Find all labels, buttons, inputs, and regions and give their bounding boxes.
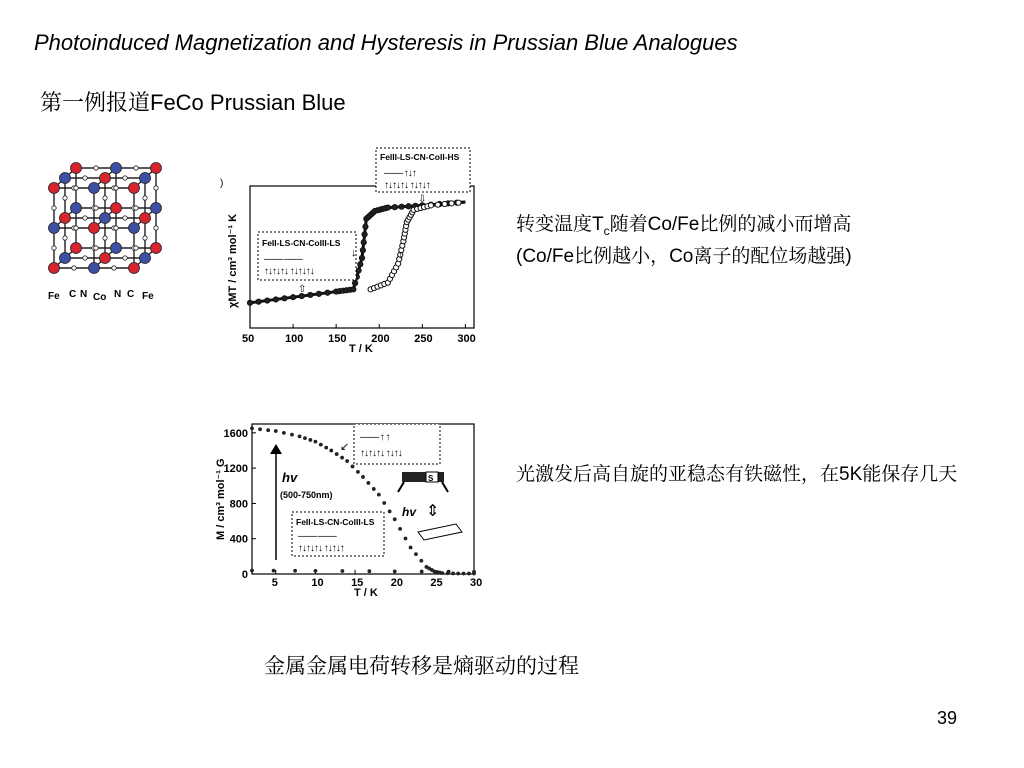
x-tick-label: 15 <box>351 577 364 589</box>
cn-node <box>154 226 158 230</box>
cn-node <box>94 166 98 170</box>
figure-top-xlabel: T / K <box>349 343 373 355</box>
data-point <box>316 291 321 296</box>
data-point <box>440 571 444 575</box>
x-tick-label: 100 <box>285 333 304 345</box>
note-tc-trend <box>516 212 986 270</box>
cn-node <box>94 206 98 210</box>
data-point <box>361 475 365 479</box>
figure-top-inset-high-pointer: ⇩ <box>418 194 427 205</box>
cn-node <box>114 186 118 190</box>
data-point <box>351 465 355 469</box>
figure-bottom-hv-label: hv <box>282 470 298 485</box>
data-point <box>282 431 286 435</box>
x-tick-label: 250 <box>414 333 433 345</box>
cn-node <box>123 256 127 260</box>
co-atom <box>89 263 100 274</box>
data-point <box>324 446 328 450</box>
cn-node <box>52 246 56 250</box>
data-point <box>258 427 262 431</box>
co-atom <box>111 163 122 174</box>
cn-node <box>63 236 67 240</box>
note-metastable-ferromagnet: 光激发后高自旋的亚稳态有铁磁性，在5K能保存几天 <box>516 464 958 485</box>
figure-top-arrow-up: ↑ <box>398 249 404 261</box>
fe-atom <box>140 213 151 224</box>
data-point <box>247 300 252 305</box>
data-point <box>303 436 307 440</box>
data-point <box>414 552 418 556</box>
data-point <box>298 434 302 438</box>
lattice-label-fe-left: Fe <box>48 291 60 302</box>
cn-node <box>134 166 138 170</box>
figure-bottom-pointer: ↙ <box>340 441 350 453</box>
lattice-label-n-left: N <box>80 289 88 300</box>
data-point <box>265 298 270 303</box>
data-point <box>256 299 261 304</box>
data-point <box>329 449 333 453</box>
data-point <box>340 456 344 460</box>
fe-atom <box>151 243 162 254</box>
data-point <box>420 570 424 574</box>
data-point <box>356 470 360 474</box>
data-point <box>282 296 287 301</box>
fe-atom <box>129 263 140 274</box>
data-point <box>363 224 368 229</box>
prussian-blue-lattice-figure <box>42 160 192 310</box>
data-point <box>428 203 433 208</box>
x-tick-label: 50 <box>242 333 255 345</box>
data-point <box>467 572 471 576</box>
data-point <box>367 569 371 573</box>
svg-text:S: S <box>428 474 434 483</box>
data-point <box>345 459 349 463</box>
slide-title: Photoinduced Magnetization and Hysteresis in Prussian Blue Analogues <box>34 30 738 55</box>
fe-atom <box>71 163 82 174</box>
cn-node <box>134 246 138 250</box>
x-tick-label: 30 <box>470 577 482 589</box>
figure-magnetization-vs-temperature <box>212 420 482 602</box>
data-point <box>319 443 323 447</box>
note-tc-trend-line1: 转变温度$T_c$随着Co/Fe比例的减小而增高 <box>516 214 852 238</box>
fe-atom <box>100 173 111 184</box>
figure-bottom-magnet-device <box>398 472 462 540</box>
data-point <box>250 569 254 573</box>
figure-bottom-y-ticks <box>224 428 256 581</box>
y-tick-label: 800 <box>229 498 248 511</box>
co-atom <box>60 173 71 184</box>
x-tick-label: 5 <box>271 577 278 589</box>
lattice-label-c-right: C <box>127 289 135 300</box>
cn-node <box>143 196 147 200</box>
data-point <box>399 204 404 209</box>
data-point <box>393 569 397 573</box>
figure-top-inset-high-label: FeIII-LS-CN-CoII-HS <box>380 152 460 162</box>
data-point <box>356 268 361 273</box>
data-point <box>406 204 411 209</box>
figure-top-edge-mark: ) <box>220 178 224 189</box>
lattice-atoms <box>49 163 162 274</box>
fe-atom <box>49 183 60 194</box>
y-tick-label: 0 <box>241 569 248 581</box>
svg-text:↑↓↑↓↑↓ ↑↓↑↓↑↓: ↑↓↑↓↑↓ ↑↓↑↓↑↓ <box>264 266 314 277</box>
svg-text:↑↓↑↓↑↓ ↑↓↑↓↑: ↑↓↑↓↑↓ ↑↓↑↓↑ <box>384 180 430 191</box>
data-point <box>353 280 358 285</box>
data-point <box>266 428 270 432</box>
note-entropy-driven: 金属金属电荷转移是熵驱动的过程 <box>264 655 579 678</box>
x-tick-label: 300 <box>457 333 476 345</box>
data-point <box>393 517 397 521</box>
figure-bottom-xlabel: T / K <box>354 587 378 599</box>
cn-node <box>74 226 78 230</box>
series-line-1 <box>371 202 466 289</box>
svg-text:—— ↑ ↑: —— ↑ ↑ <box>360 432 390 443</box>
slide-subtitle: 第一例报道FeCo Prussian Blue <box>40 90 346 115</box>
page-number: 39 <box>937 708 958 728</box>
x-tick-label: 200 <box>371 333 390 345</box>
cn-node <box>114 226 118 230</box>
x-tick-label: 20 <box>390 577 403 589</box>
note-tc-trend-line2: (Co/Fe比例越小，Co离子的配位场越强) <box>516 245 852 267</box>
y-tick-label: 400 <box>229 533 248 546</box>
data-point <box>314 569 318 573</box>
y-tick-label: 1200 <box>223 463 248 476</box>
data-point <box>398 527 402 531</box>
cn-node <box>154 186 158 190</box>
data-point <box>361 240 366 245</box>
data-point <box>314 440 318 444</box>
data-point <box>366 481 370 485</box>
data-point <box>308 438 312 442</box>
x-tick-label: 25 <box>430 577 443 589</box>
fe-atom <box>111 203 122 214</box>
data-point <box>442 201 447 206</box>
data-point <box>273 297 278 302</box>
cn-node <box>123 176 127 180</box>
svg-text:—— ——: —— —— <box>264 254 302 265</box>
figure-chiT-vs-temperature <box>212 146 482 360</box>
fe-atom <box>129 183 140 194</box>
lattice-label-n-right: N <box>114 289 122 300</box>
figure-top-arrow-down: ↓ <box>351 247 357 259</box>
lattice-label-fe-right: Fe <box>142 291 154 302</box>
data-point <box>359 255 364 260</box>
figure-bottom-inset-low <box>292 512 384 556</box>
data-point <box>351 287 356 292</box>
cn-node <box>143 236 147 240</box>
co-atom <box>129 223 140 234</box>
co-atom <box>89 183 100 194</box>
lattice-labels <box>48 289 154 303</box>
fe-atom <box>49 263 60 274</box>
cn-node <box>112 266 116 270</box>
x-tick-label: 10 <box>311 577 324 589</box>
figure-bottom-inset-low-label: FeII-LS-CN-CoIII-LS <box>296 517 375 527</box>
data-point <box>385 205 390 210</box>
co-atom <box>111 243 122 254</box>
data-point <box>293 569 297 573</box>
data-point <box>340 569 344 573</box>
figure-top-inset-high-levels: —— ↑↓↑ <box>384 168 416 179</box>
cn-node <box>103 236 107 240</box>
data-point <box>392 205 397 210</box>
data-point <box>456 200 461 205</box>
svg-text:↑↓↑↓↑↓ ↑↓↑↓↑: ↑↓↑↓↑↓ ↑↓↑↓↑ <box>298 543 344 554</box>
co-atom <box>140 253 151 264</box>
figure-top-ylabel: χMT / cm³ mol⁻¹ K <box>227 213 239 308</box>
data-point <box>274 429 278 433</box>
cn-node <box>103 196 107 200</box>
data-point <box>435 202 440 207</box>
cn-node <box>83 216 87 220</box>
svg-text:↑↓↑↓↑↓ ↑↓↑↓: ↑↓↑↓↑↓ ↑↓↑↓ <box>360 448 402 459</box>
data-point <box>358 262 363 267</box>
fe-atom <box>71 243 82 254</box>
data-point <box>335 452 339 456</box>
data-point <box>308 292 313 297</box>
data-point <box>372 487 376 491</box>
figure-top-inset-low-label: FeII-LS-CN-CoIII-LS <box>262 238 341 248</box>
figure-bottom-hv-small: hv <box>402 505 417 519</box>
figure-bottom-ylabel: M / cm³ mol⁻¹ G <box>215 458 227 540</box>
figure-bottom-hv-range: (500-750nm) <box>280 490 333 500</box>
data-point <box>377 493 381 497</box>
data-point <box>325 290 330 295</box>
fe-atom <box>100 253 111 264</box>
co-atom <box>71 203 82 214</box>
cn-node <box>63 196 67 200</box>
data-point <box>382 501 386 505</box>
cn-node <box>72 266 76 270</box>
data-point <box>388 509 392 513</box>
y-tick-label: 1600 <box>223 427 248 440</box>
cn-node <box>123 216 127 220</box>
lattice-label-co: Co <box>93 292 107 303</box>
svg-text:—— ——: —— —— <box>298 531 336 542</box>
data-point <box>360 248 365 253</box>
cn-node <box>83 256 87 260</box>
data-point <box>447 570 451 574</box>
data-point <box>409 546 413 550</box>
data-point <box>462 572 466 576</box>
data-point <box>250 427 254 431</box>
cn-node <box>83 176 87 180</box>
cn-node <box>134 206 138 210</box>
figure-top-inset-high <box>376 148 470 192</box>
figure-bottom-inset-top <box>354 424 440 464</box>
data-point <box>290 295 295 300</box>
cn-node <box>74 186 78 190</box>
data-point <box>456 572 460 576</box>
x-tick-label: 150 <box>328 333 347 345</box>
data-point <box>472 570 476 574</box>
fe-atom <box>151 163 162 174</box>
co-atom <box>140 173 151 184</box>
co-atom <box>49 223 60 234</box>
data-point <box>290 433 294 437</box>
co-atom <box>60 253 71 264</box>
svg-text:⇕: ⇕ <box>426 503 440 520</box>
cn-node <box>94 246 98 250</box>
fe-atom <box>89 223 100 234</box>
data-point <box>362 232 367 237</box>
figure-top-inset-low-pointer: ⇧ <box>298 284 307 295</box>
data-point <box>404 537 408 541</box>
data-point <box>449 201 454 206</box>
cn-node <box>52 206 56 210</box>
fe-atom <box>60 213 71 224</box>
figure-top-inset-low <box>258 232 356 280</box>
co-atom <box>100 213 111 224</box>
data-point <box>272 569 276 573</box>
co-atom <box>151 203 162 214</box>
lattice-label-c-left: C <box>69 289 77 300</box>
figure-top-x-ticks <box>242 324 476 345</box>
data-point <box>419 559 423 563</box>
data-point <box>451 572 455 576</box>
